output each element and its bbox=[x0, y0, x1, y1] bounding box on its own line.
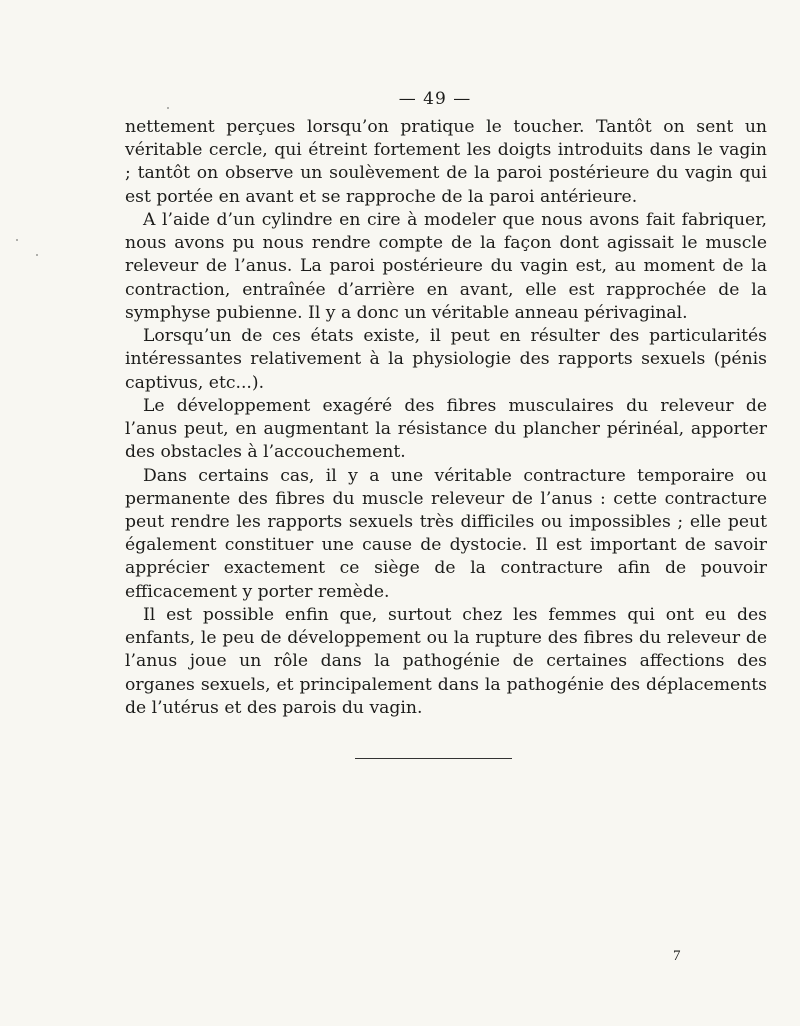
paper-speck bbox=[167, 107, 169, 109]
signature-mark: 7 bbox=[673, 948, 681, 964]
paragraph-2: A l’aide d’un cylindre en cire à modeler que nous avons fait fabriquer, nous avons pu nous rendre compte de la façon dont agissait le muscle releveur de l’anus. La paroi postérieure du vagin est, au moment de la contraction, entraînée d’arrière en avant, elle est rapprochée de la symphyse pubienne. Il y a donc un véritable anneau périvaginal. bbox=[125, 209, 767, 323]
paragraph-5: Dans certains cas, il y a une véritable contracture temporaire ou permanente des fibres du muscle releveur de l’anus : cette contracture peut rendre les rapports sexuels très difficiles ou impossibles ; elle peut également constituer une cause de dystocie. Il est important de savoir apprécier exactement ce siège de la contracture afin de pouvoir efficacement y porter remède. bbox=[125, 465, 767, 602]
paper-speck bbox=[36, 254, 38, 256]
paragraph-1: nettement perçues lorsqu’on pratique le toucher. Tantôt on sent un véritable cercle, qui étreint fortement les doigts introduits dans le vagin ; tantôt on observe un soulèvement de la paroi postérieure du vagin qui est portée en avant et se rapproche de la paroi antérieure. bbox=[125, 117, 767, 207]
paragraph-6: Il est possible enfin que, surtout chez les femmes qui ont eu des enfants, le peu de développement ou la rupture des fibres du releveur de l’anus joue un rôle dans la pathogénie de certaines affections des organes sexuels, et principalement dans la pathogénie des déplacements de l’utérus et des parois du vagin. bbox=[125, 604, 767, 718]
body-text bbox=[125, 116, 767, 720]
paragraph-4: Le développement exagéré des fibres musculaires du releveur de l’anus peut, en augmentant la résistance du plancher périnéal, apporter des obstacles à l’accouchement. bbox=[125, 395, 767, 463]
section-end-rule bbox=[355, 758, 512, 759]
paper-speck bbox=[16, 239, 18, 241]
page-number: — 49 — bbox=[398, 89, 472, 109]
paragraph-3: Lorsqu’un de ces états existe, il peut en résulter des particularités intéressantes relativement à la physiologie des rapports sexuels (pénis captivus, etc...). bbox=[125, 326, 767, 393]
